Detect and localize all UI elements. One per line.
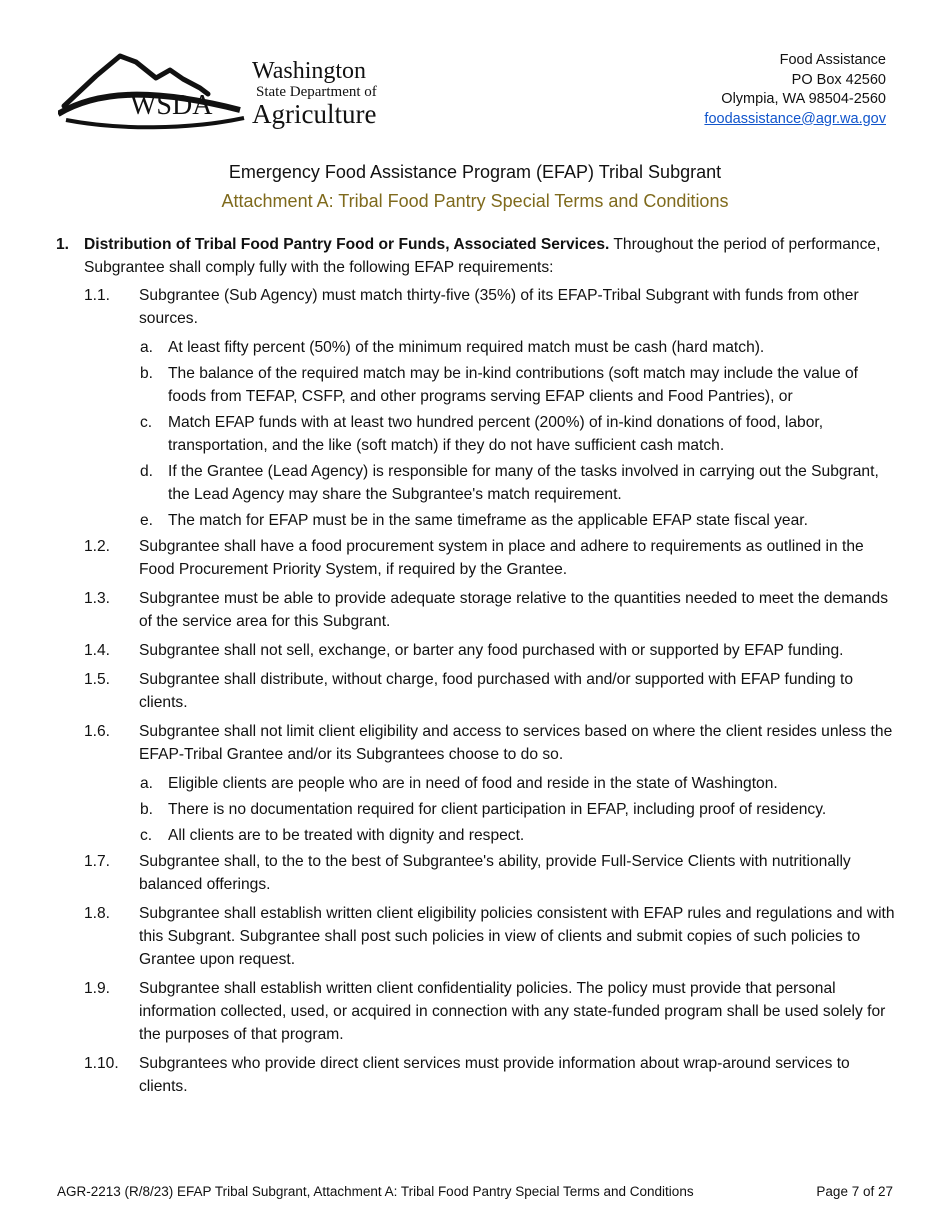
sub-item-text: Match EFAP funds with at least two hundred percent (200%) of in-kind donations of food, labor, transportation, and the like (soft match) if they do not have sufficient cash match. [168, 414, 824, 454]
clause-text: Subgrantee shall, to the to the best of Subgrantee's ability, provide Full-Service Clients with nutritionally balanced offerings. [139, 853, 851, 893]
address-line-1: Food Assistance [779, 52, 886, 68]
clause-1-4 [56, 639, 896, 662]
clause-number: 1.7. [84, 853, 111, 870]
clause-1-1-subitems [56, 336, 896, 532]
sub-item-text: All clients are to be treated with dignity and respect. [168, 827, 525, 844]
clause-text: Subgrantee must be able to provide adequate storage relative to the quantities needed to meet the demands of the service area for this Subgrant. [139, 590, 889, 630]
section-number: 1. [56, 236, 70, 253]
logo-line-agriculture: Agriculture [252, 99, 377, 129]
section-1 [56, 233, 896, 279]
clause-number: 1.8. [84, 905, 111, 922]
sub-item [56, 798, 896, 821]
mountain-logo-icon [58, 48, 248, 130]
document-body [56, 233, 896, 1104]
sub-item [56, 772, 896, 795]
clause-1-2 [56, 535, 896, 581]
clause-1-9 [56, 977, 896, 1046]
email-link[interactable]: foodassistance@agr.wa.gov [704, 110, 886, 127]
sub-item [56, 824, 896, 847]
sub-item [56, 362, 896, 408]
sub-item-letter: a. [140, 339, 154, 356]
clause-number: 1.9. [84, 980, 111, 997]
logo-line-state-dept: State Department of [256, 84, 377, 100]
clause-1-3 [56, 587, 896, 633]
sub-item [56, 336, 896, 359]
clause-1-10 [56, 1052, 896, 1098]
clause-text: Subgrantee shall have a food procurement system in place and adhere to requirements as outlined in the Food Procurement Priority System, if required by the Grantee. [139, 538, 864, 578]
clause-number: 1.6. [84, 723, 111, 740]
clause-1-1 [56, 284, 896, 330]
clause-1-5 [56, 668, 896, 714]
sub-item-text: Eligible clients are people who are in need of food and reside in the state of Washington. [168, 775, 778, 792]
page-number: Page 7 of 27 [816, 1184, 893, 1199]
logo-line-washington: Washington [252, 58, 367, 84]
clause-text: Subgrantee shall establish written client eligibility policies consistent with EFAP rules and regulations and with this Subgrant. Subgrantee shall post such policies in view of clients and submit copies of such policies to Grantee upon request. [139, 905, 895, 968]
clause-text: Subgrantee shall establish written client confidentiality policies. The policy must provide that personal information collected, used, or acquired in connection with any state-funded program shall be used solely for the purposes of that program. [139, 980, 886, 1043]
clause-1-7 [56, 850, 896, 896]
sub-item-letter: c. [140, 827, 153, 844]
sub-item-text: The balance of the required match may be in-kind contributions (soft match may include the value of foods from TEFAP, CSFP, and other programs serving EFAP clients and Food Pantries), or [168, 365, 858, 405]
clause-number: 1.5. [84, 671, 111, 688]
sub-item-letter: b. [140, 365, 154, 382]
clause-text: Subgrantee shall distribute, without charge, food purchased with and/or supported with EFAP funding to clients. [139, 671, 854, 711]
address-line-2: PO Box 42560 [791, 71, 886, 88]
sub-item-letter: d. [140, 463, 154, 480]
sub-item-text: The match for EFAP must be in the same timeframe as the applicable EFAP state fiscal year. [168, 512, 808, 529]
sub-item [56, 411, 896, 457]
footer-form-id: AGR-2213 (R/8/23) EFAP Tribal Subgrant, Attachment A: Tribal Food Pantry Special Terms and Conditions [57, 1184, 694, 1199]
sub-item [56, 460, 896, 506]
clause-number: 1.2. [84, 538, 111, 555]
clause-number: 1.1. [84, 287, 111, 304]
sub-item-letter: e. [140, 512, 154, 529]
clause-1-6 [56, 720, 896, 766]
clause-1-8 [56, 902, 896, 971]
clause-text: Subgrantee shall not limit client eligibility and access to services based on where the client resides unless the EFAP-Tribal Grantee and/or its Subgrantees choose to do so. [139, 723, 893, 763]
address-block [704, 51, 886, 129]
clause-number: 1.4. [84, 642, 111, 659]
sub-item-letter: b. [140, 801, 154, 818]
address-line-3: Olympia, WA 98504-2560 [721, 91, 886, 107]
sub-item-text: There is no documentation required for client participation in EFAP, including proof of residency. [168, 801, 827, 818]
document-title: Emergency Food Assistance Program (EFAP) Tribal Subgrant [228, 162, 722, 182]
section-intro: Throughout the period of performance, Subgrantee shall comply fully with the following EFAP requirements: [84, 236, 881, 276]
document-subtitle: Attachment A: Tribal Food Pantry Special Terms and Conditions [221, 191, 729, 211]
sub-item [56, 509, 896, 532]
clause-number: 1.10. [84, 1055, 119, 1072]
clause-1-6-subitems [56, 772, 896, 847]
sub-item-letter: a. [140, 775, 154, 792]
sub-item-letter: c. [140, 414, 153, 431]
clause-text: Subgrantees who provide direct client services must provide information about wrap-around services to clients. [139, 1055, 850, 1095]
sub-item-text: At least fifty percent (50%) of the minimum required match must be cash (hard match). [168, 339, 765, 356]
sub-item-text: If the Grantee (Lead Agency) is responsible for many of the tasks involved in carrying out the Subgrant, the Lead Agency may share the Subgrantee's match requirement. [168, 463, 879, 503]
wsda-logo [58, 48, 378, 130]
clause-text: Subgrantee (Sub Agency) must match thirty-five (35%) of its EFAP-Tribal Subgrant with funds from other sources. [139, 287, 859, 327]
section-heading: Distribution of Tribal Food Pantry Food or Funds, Associated Services. [84, 236, 610, 253]
clause-text: Subgrantee shall not sell, exchange, or barter any food purchased with or supported by EFAP funding. [139, 642, 844, 659]
logo-badge-text: WSDA [130, 90, 213, 121]
clause-number: 1.3. [84, 590, 111, 607]
